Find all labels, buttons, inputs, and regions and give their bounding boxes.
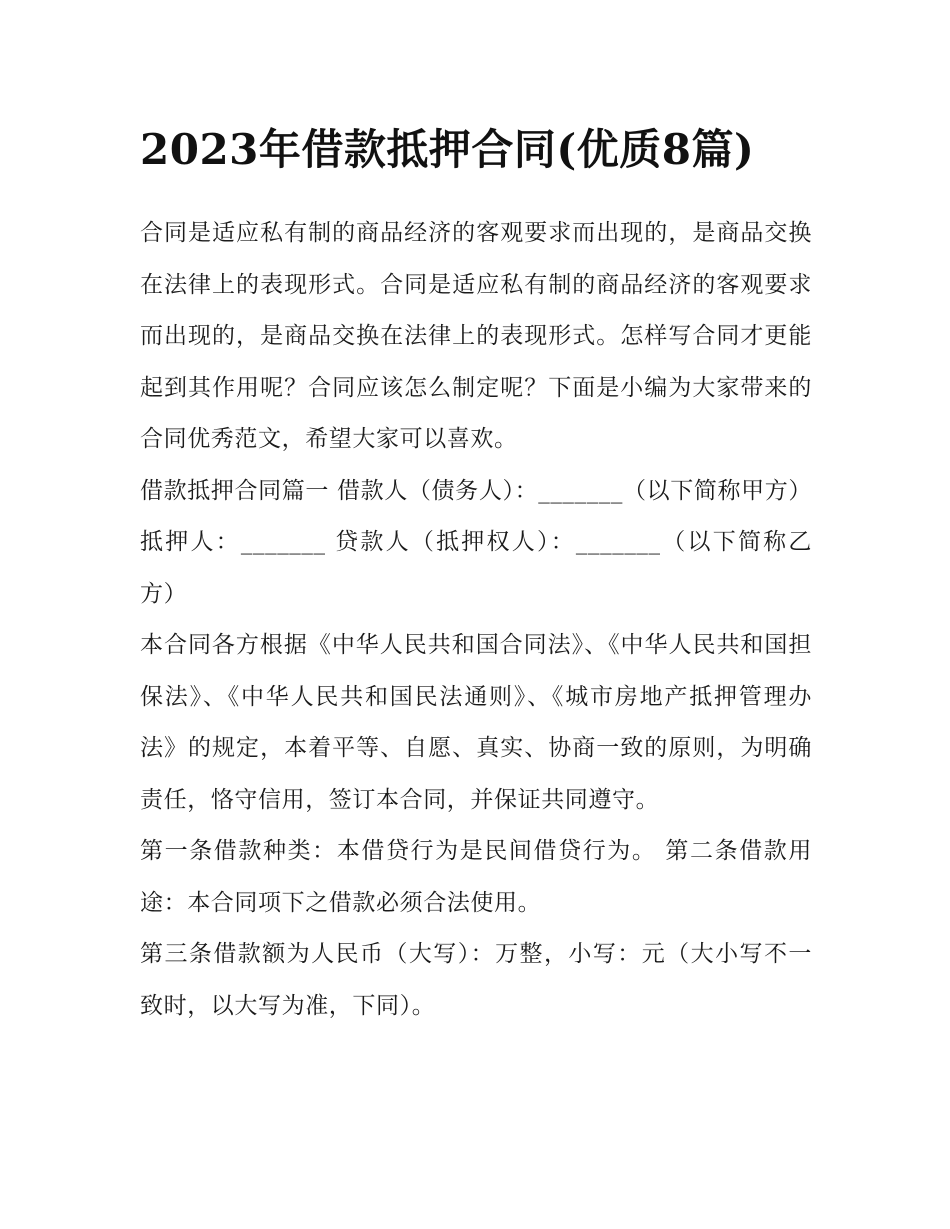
paragraph-article-3: 第三条借款额为人民币（大写）：万整，小写：元（大小写不一致时，以大写为准，下同）。 (140, 941, 812, 1019)
document-body (140, 112, 812, 1032)
paragraph-intro: 合同是适应私有制的商品经济的客观要求而出现的，是商品交换在法律上的表现形式。合同是适应私有制的商品经济的客观要求而出现的，是商品交换在法律上的表现形式。怎样写合同才更能起到其作用呢？合同应该怎么制定呢？下面是小编为大家带来的合同优秀范文，希望大家可以喜欢。 (140, 220, 812, 452)
paragraph-legal-basis: 本合同各方根据《中华人民共和国合同法》、《中华人民共和国担保法》、《中华人民共和国民法通则》、《城市房地产抵押管理办法》的规定，本着平等、自愿、真实、协商一致的原则，为明确责任，恪守信用，签订本合同，并保证共同遵守。 (140, 632, 812, 813)
document-title: 2023年借款抵押合同(优质8篇) (140, 125, 755, 174)
paragraph-parties: 借款抵押合同篇一 借款人（债务人）：_______（以下简称甲方） 抵押人：_______ 贷款人（抵押权人）：_______（以下简称乙方） (140, 477, 812, 607)
paragraph-article-1-2: 第一条借款种类：本借贷行为是民间借贷行为。 第二条借款用途：本合同项下之借款必须合法使用。 (140, 838, 812, 916)
